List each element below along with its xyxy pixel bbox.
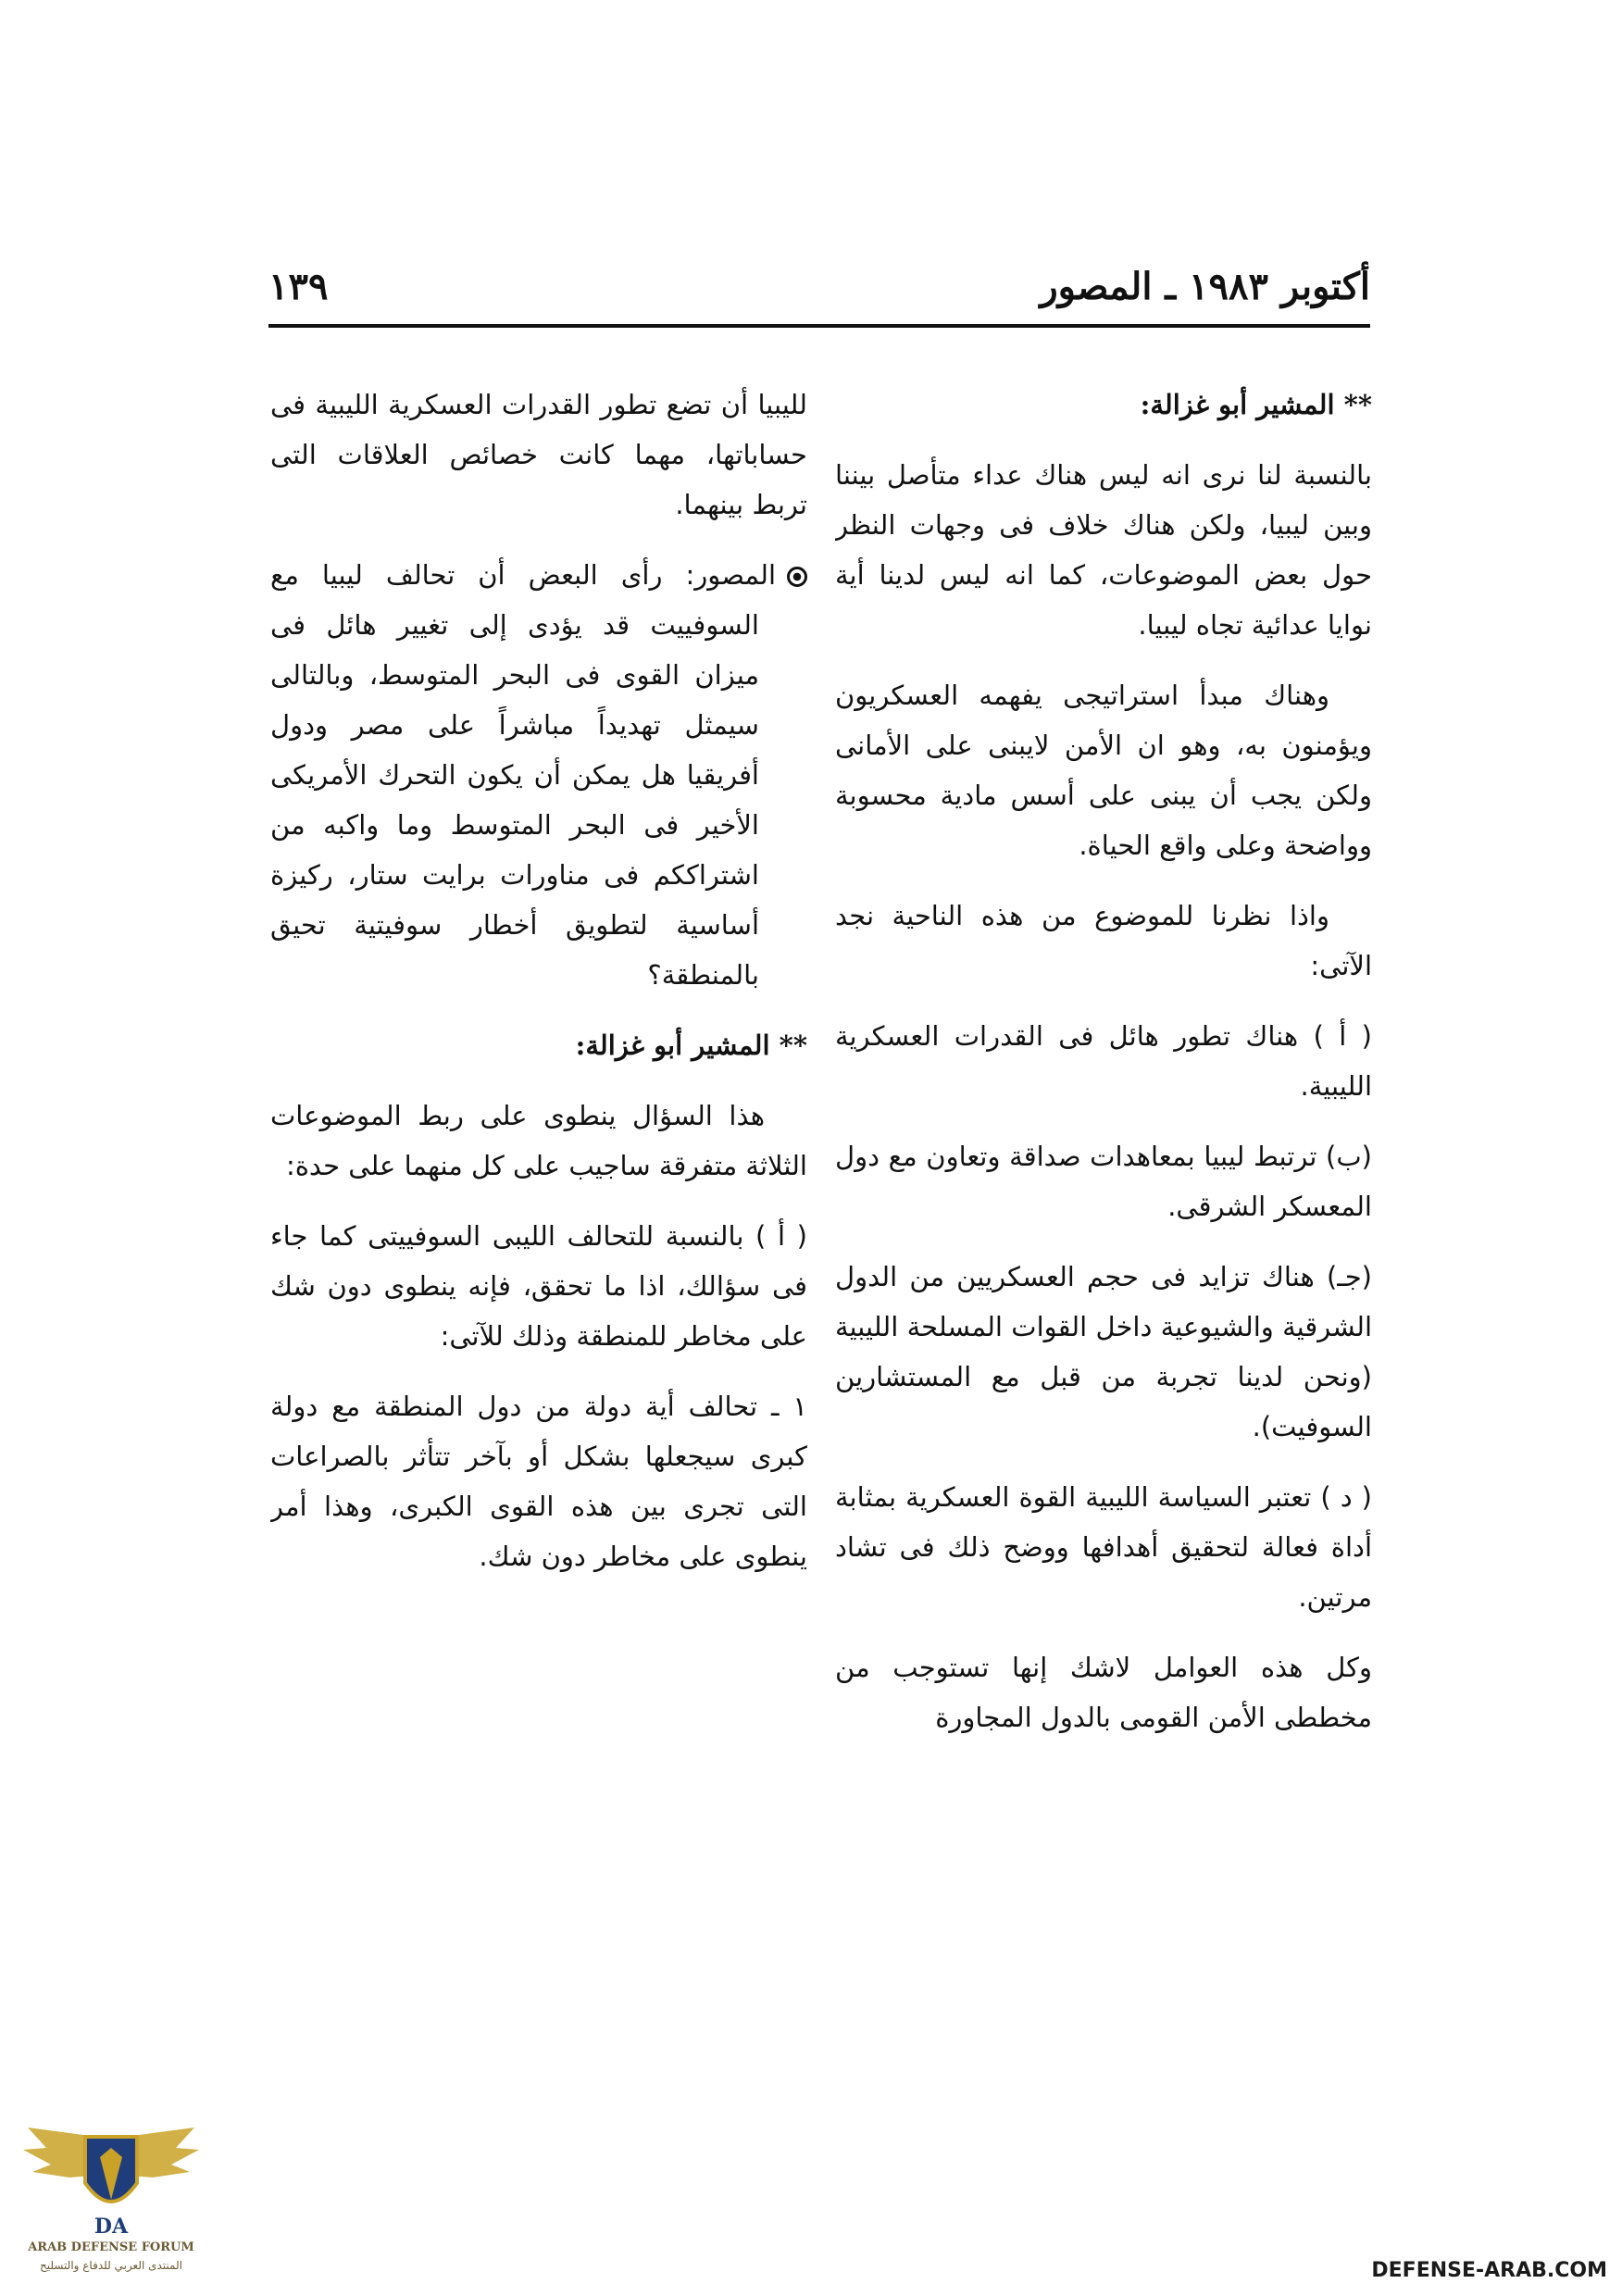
paragraph: واذا نظرنا للموضوع من هذه الناحية نجد الآتى: [835,900,1372,981]
paragraph: لليبيا أن تضع تطور القدرات العسكرية الليبية فى حساباتها، مهما كانت خصائص العلاقات التى تربط بينهما. [270,389,807,520]
bullet-icon [787,567,807,587]
speaker-label: ** المشير أبو غزالة: [1140,389,1372,420]
left-column [270,380,807,2046]
list-item: ١ ـ تحالف أية دولة من دول المنطقة مع دولة كبرى سيجعلها بشكل أو بآخر تتأثر بالصراعات التى تجرى بين هذه القوى الكبرى، وهذا أمر ينطوى على مخاطر دون شك. [270,1391,807,1572]
page-header [268,259,1370,328]
logo-subtext: المنتدى العربي للدفاع والتسليح [40,2259,182,2272]
list-item: (جـ) هناك تزايد فى حجم العسكريين من الدول الشرقية والشيوعية داخل القوات المسلحة الليبية (ونحن لدينا تجربة من قبل مع المستشارين السوفيت). [835,1261,1372,1442]
page-number: ١٣٩ [268,265,329,308]
right-column [835,380,1372,2046]
paragraph: وكل هذه العوامل لاشك إنها تستوجب من مخططى الأمن القومى بالدول المجاورة [835,1652,1372,1733]
list-item: ( أ ) بالنسبة للتحالف الليبى السوفييتى كما جاء فى سؤالك، اذا ما تحقق، فإنه ينطوى دون شك على مخاطر للمنطقة وذلك للآتى: [270,1220,807,1352]
running-title: أكتوبر ١٩٨٣ ـ المصور [1040,265,1370,308]
question-speaker: المصور: [685,559,777,591]
logo-text: ARAB DEFENSE FORUM [28,2240,194,2254]
list-item: ( د ) تعتبر السياسة الليبية القوة العسكرية بمثابة أداة فعالة لتحقيق أهدافها ووضح ذلك فى تشاد مرتين. [835,1481,1372,1613]
paragraph: هذا السؤال ينطوى على ربط الموضوعات الثلاثة متفرقة ساجيب على كل منهما على حدة: [270,1100,807,1181]
list-item: ( أ ) هناك تطور هائل فى القدرات العسكرية الليبية. [835,1020,1372,1102]
svg-text:DA: DA [94,2215,129,2239]
question-paragraph [270,550,807,1000]
paragraph: وهناك مبدأ استراتيجى يفهمه العسكريون ويؤمنون به، وهو ان الأمن لايبنى على الأمانى ولكن يجب أن يبنى على أسس مادية محسوبة وواضحة وعلى واقع الحياة. [835,680,1372,861]
speaker-label: ** المشير أبو غزالة: [575,1029,807,1061]
question-text: رأى البعض أن تحالف ليبيا مع السوفييت قد يؤدى إلى تغيير هائل فى ميزان القوى فى البحر المتوسط، وبالتالى سيمثل تهديداً مباشراً على مصر ودول أفريقيا هل يمكن أن يكون التحرك الأمريكى الأخير فى البحر المتوسط وما واكبه من اشتراككم فى مناورات برايت ستار، ركيزة أساسية لتطويق أخطار سوفيتية تحيق بالمنطقة؟ [270,559,759,991]
paragraph: بالنسبة لنا نرى انه ليس هناك عداء متأصل بيننا وبين ليبيا، ولكن هناك خلاف فى وجهات النظر حول بعض الموضوعات، كما انه ليس لدينا أية نوايا عدائية تجاه ليبيا. [835,459,1372,641]
forum-logo [19,2111,204,2287]
wings-shield-icon [19,2111,204,2240]
site-url: DEFENSE-ARAB.COM [1371,2259,1607,2282]
list-item: (ب) ترتبط ليبيا بمعاهدات صداقة وتعاون مع دول المعسكر الشرقى. [835,1141,1372,1222]
